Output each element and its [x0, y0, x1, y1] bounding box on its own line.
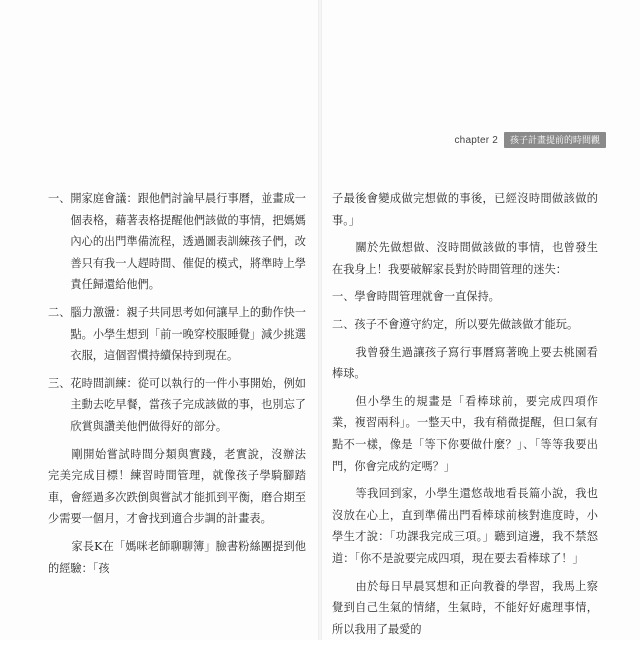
book-gutter: [318, 0, 322, 640]
left-page-text: [48, 188, 306, 585]
right-page-text: [332, 188, 598, 646]
list-marker: 一、: [48, 192, 71, 205]
list-item: 一、學會時間管理就會一直保持。: [332, 290, 500, 304]
list-item: [48, 302, 306, 367]
chapter-title-tab: 孩子計畫提前的時間觀: [504, 132, 606, 148]
paragraph: 開家庭會議：跟他們討論早晨行事曆，並畫成一個表格，藉著表格提醒他們該做的事情，把媽媽內心的出門準備流程，透過圖表訓練孩子們，改善只有我一人趕時間、催促的模式，將準時上學責任歸還給他們。: [70, 192, 306, 292]
list-item: [48, 373, 306, 438]
paragraph: 我曾發生過讓孩子寫行事曆寫著晚上要去桃園看棒球。: [332, 345, 598, 381]
paragraph: 關於先做想做、沒時間做該做的事情，也曾發生在我身上！我要破解家長對於時間管理的迷失：: [332, 241, 598, 276]
paragraph: 但小學生的規畫是「看棒球前，要完成四項作業，複習兩科」。一整天中，我有稍微提醒，但口氣有點不一樣，像是「等下你要做什麼？」、「等等我要出門，你會完成約定嗎？」: [332, 394, 598, 473]
running-header: [454, 132, 606, 148]
paragraph: 花時間訓練：從可以執行的一件小事開始，例如主動去吃早餐，當孩子完成該做的事，也別忘了欣賞與讚美他們做得好的部分。: [70, 376, 306, 433]
paragraph: 家長K在「媽咪老師聊聊簿」臉書粉絲團提到他的經驗：「孩: [48, 539, 306, 575]
paragraph: 等我回到家，小學生還悠哉地看長篇小說，我也沒放在心上，直到準備出門看棒球前核對進度時，小學生才說：「功課我完成三項。」聽到這邊，我不禁怒道：「你不是說要完成四項，現在要去看棒球了！」: [332, 487, 598, 565]
chapter-number: chapter 2: [454, 134, 498, 146]
list-item: [48, 188, 306, 296]
list-marker: 二、: [48, 305, 71, 319]
paragraph: 腦力激盪：親子共同思考如何讓早上的動作快一點。小學生想到「前一晚穿校服睡覺」減少挑選衣服，這個習慣持續保持到現在。: [70, 305, 306, 363]
paragraph: 子最後會變成做完想做的事後，已經沒時間做該做的事。」: [332, 192, 598, 227]
paragraph: 由於每日早晨冥想和正向教養的學習，我馬上察覺到自己生氣的情緒，生氣時，不能好好處理事情，所以我用了最愛的: [332, 579, 598, 636]
list-marker: 三、: [48, 376, 71, 390]
list-item: 二、孩子不會遵守約定，所以要先做該做才能玩。: [332, 317, 579, 331]
paragraph: 剛開始嘗試時間分類與實踐，老實說，沒辦法完美完成目標！練習時間管理，就像孩子學騎腳踏車，會經過多次跌倒與嘗試才能抓到平衡，磨合期至少需要一個月，才會找到適合步調的計畫表。: [48, 447, 306, 526]
